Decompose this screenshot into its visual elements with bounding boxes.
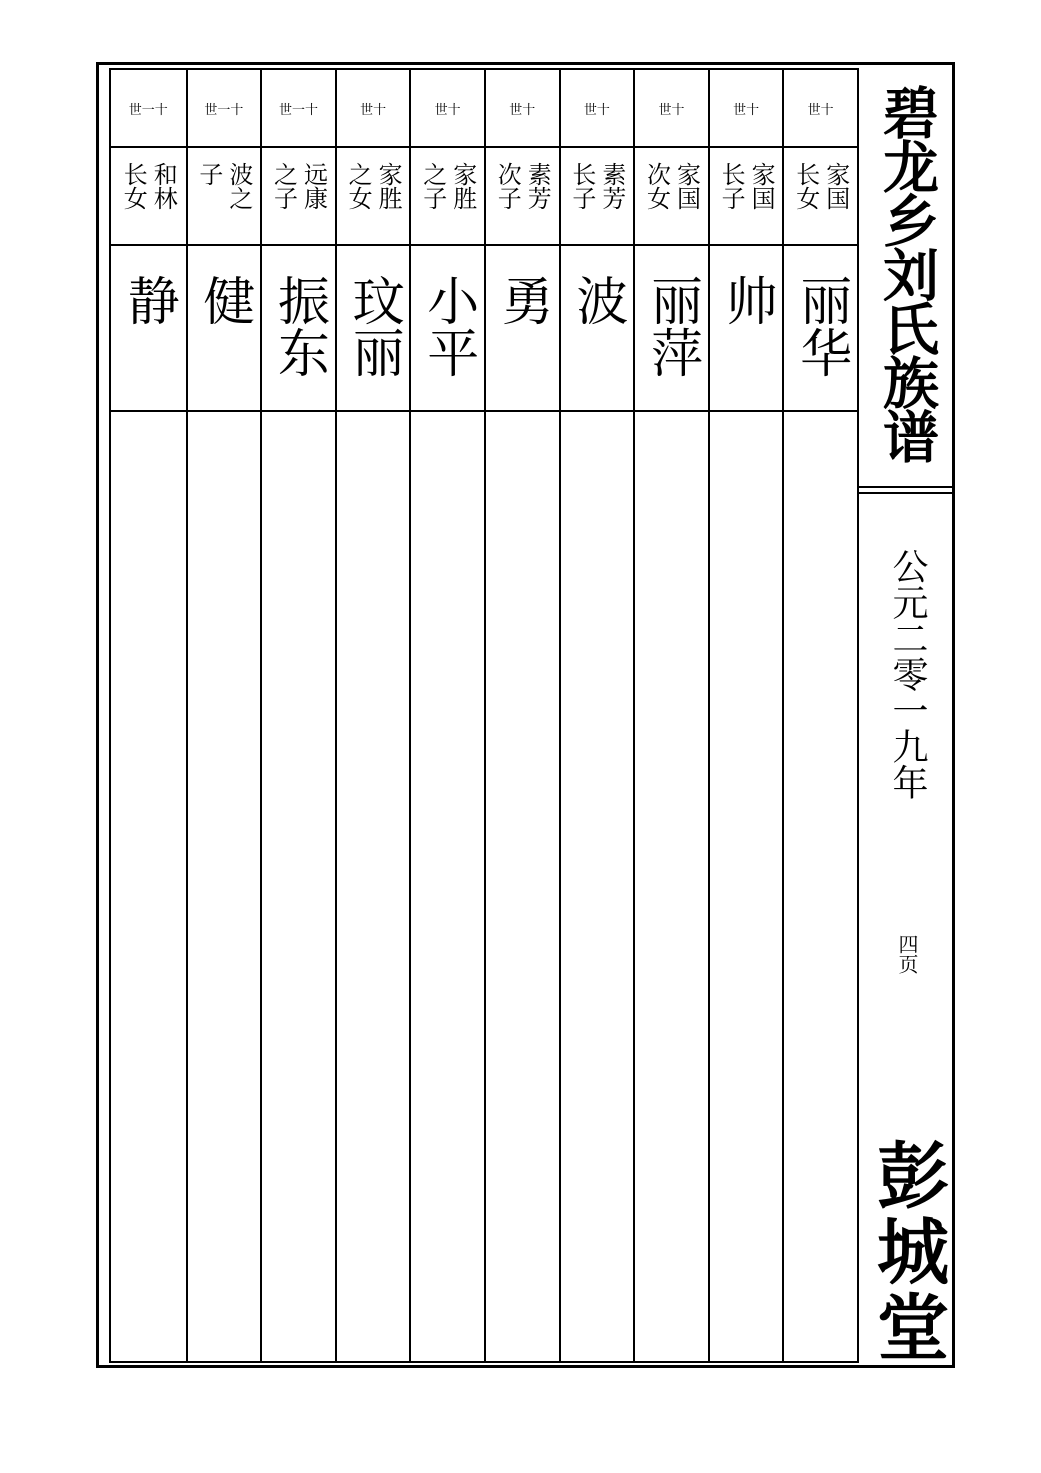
relation-text	[561, 148, 634, 244]
entry-column	[782, 70, 857, 1361]
relation-parent: 波之	[224, 162, 253, 210]
member-name	[635, 246, 708, 410]
generation-label: 世十	[807, 102, 834, 118]
relation-role: 长子	[567, 162, 596, 210]
member-name-text: 波	[566, 274, 627, 326]
member-name	[784, 246, 857, 410]
entry-column	[186, 70, 261, 1361]
member-name-text: 勇	[492, 274, 553, 326]
relation-role: 长女	[791, 162, 820, 210]
genealogy-table	[111, 70, 857, 1361]
relation-text	[784, 148, 857, 244]
relation-text	[411, 148, 484, 244]
generation-label: 世一十	[204, 102, 244, 118]
relation-text	[486, 148, 559, 244]
entry-column	[260, 70, 335, 1361]
title-rule	[859, 486, 955, 488]
entry-column	[335, 70, 410, 1361]
publication-date-text: 公元二零一九年	[887, 548, 928, 800]
entry-column	[633, 70, 708, 1361]
relation-parent: 家国	[672, 162, 701, 210]
member-name-text: 玟丽	[343, 274, 404, 378]
relation-parent: 家国	[821, 162, 850, 210]
generation-label: 世十	[509, 102, 536, 118]
relation-role: 之子	[418, 162, 447, 210]
relation-parent: 家胜	[374, 162, 403, 210]
entry-column	[708, 70, 783, 1361]
member-name-text: 帅	[716, 274, 777, 326]
relation-parent: 和林	[149, 162, 178, 210]
generation-label: 世一十	[128, 102, 168, 118]
relation-parent: 远康	[299, 162, 328, 210]
book-title	[859, 84, 955, 462]
entry-column	[484, 70, 559, 1361]
member-name	[337, 246, 410, 410]
relation-parent: 家胜	[448, 162, 477, 210]
relation-role: 子	[194, 162, 223, 186]
generation-label: 世十	[434, 102, 461, 118]
relation-text	[710, 148, 783, 244]
generation-label: 世十	[658, 102, 685, 118]
relation-text	[635, 148, 708, 244]
relation-text	[337, 148, 410, 244]
entry-column	[111, 70, 186, 1361]
member-name-text: 健	[193, 274, 254, 326]
relation-role: 次子	[493, 162, 522, 210]
generation-label: 世一十	[278, 102, 318, 118]
generation-label: 世十	[360, 102, 387, 118]
generation-label: 世十	[583, 102, 610, 118]
relation-role: 长女	[119, 162, 148, 210]
relation-role: 长子	[717, 162, 746, 210]
relation-role: 次女	[642, 162, 671, 210]
member-name-text: 静	[118, 274, 179, 326]
publication-date	[859, 548, 955, 800]
relation-text	[262, 148, 335, 244]
entry-column	[559, 70, 634, 1361]
spine-column	[859, 68, 955, 1366]
member-name	[486, 246, 559, 410]
book-title-text: 碧龙乡刘氏族谱	[874, 84, 940, 462]
relation-text	[188, 148, 261, 244]
relation-role: 之子	[269, 162, 298, 210]
hall-name-text: 彭城堂	[865, 1138, 950, 1366]
relation-parent: 素芳	[523, 162, 552, 210]
member-name	[262, 246, 335, 410]
hall-name	[859, 1138, 955, 1366]
member-name	[561, 246, 634, 410]
generation-label: 世十	[733, 102, 760, 118]
relation-parent: 家国	[747, 162, 776, 210]
entry-column	[409, 70, 484, 1361]
relation-parent: 素芳	[597, 162, 626, 210]
member-name	[111, 246, 186, 410]
title-rule	[859, 492, 955, 494]
relation-role: 之女	[344, 162, 373, 210]
page-number	[859, 934, 955, 974]
member-name	[710, 246, 783, 410]
member-name-text: 丽华	[790, 274, 851, 378]
member-name-text: 振东	[268, 274, 329, 378]
relation-text	[111, 148, 186, 244]
page-number-text: 四页	[895, 934, 919, 974]
member-name-text: 小平	[417, 274, 478, 378]
member-name-text: 丽萍	[641, 274, 702, 378]
member-name	[411, 246, 484, 410]
member-name	[188, 246, 261, 410]
